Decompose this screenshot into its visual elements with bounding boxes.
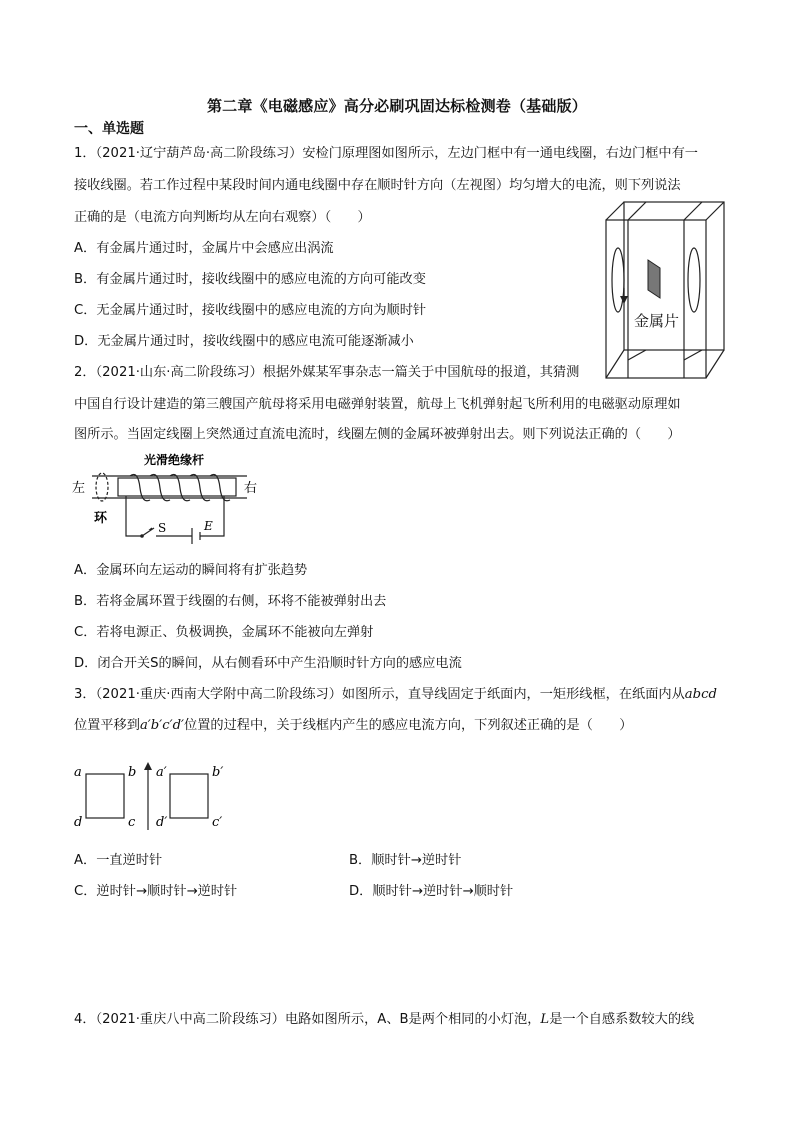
q2-option-b: B．若将金属环置于线圈的右侧，环将不能被弹射出去 [74,594,387,609]
q3-stem-text-post: 位置的过程中，关于线框内产生的感应电流方向，下列叙述正确的是（ ） [184,718,633,733]
q2-stem-line1: 2．（2021·山东·高二阶段练习）根据外媒某军事杂志一篇关于中国航母的报道，其猜测 [74,365,580,380]
q3-var-abcd: abcd [684,687,717,702]
q1-option-a: A．有金属片通过时，金属片中会感应出涡流 [74,241,334,256]
q3-stem-text-pre: 位置平移到 [74,718,140,733]
label-b: b [128,765,137,780]
ring-label: 环 [94,511,108,526]
section-heading: 一、单选题 [74,121,144,137]
label-d-prime: d′ [156,815,168,830]
q2-option-a: A．金属环向左运动的瞬间将有扩张趋势 [74,563,308,578]
label-c: c [128,815,136,830]
q3-stem-line2 [74,717,632,735]
q3-stem-text: 3．（2021·重庆·西南大学附中高二阶段练习）如图所示，直导线固定于纸面内，一矩形线框，在纸面内从 [74,687,685,702]
q1-security-gate-figure [604,200,728,380]
label-b-prime: b′ [212,765,224,780]
q2-option-d: D．闭合开关S的瞬间，从右侧看环中产生沿顺时针方向的感应电流 [74,656,462,671]
q2-launcher-figure [72,450,272,548]
q3-option-c: C．逆时针→顺时针→逆时针 [74,884,238,899]
q2-stem-line3: 图所示。当固定线圈上突然通过直流电流时，线圈左侧的金属环被弹射出去。则下列说法正确的（ ） [74,427,681,442]
q4-stem-line1 [74,1011,694,1029]
label-d: d [74,815,83,830]
left-label: 左 [72,481,86,496]
q3-option-b: B．顺时针→逆时针 [349,853,462,868]
label-c-prime: c′ [212,815,223,830]
q4-var-l: L [540,1012,550,1027]
q3-option-d: D．顺时针→逆时针→顺时针 [349,884,514,899]
metal-sheet-label: 金属片 [634,312,680,330]
q3-var-abcd-prime: a′b′c′d′ [139,718,185,733]
q3-stem-line1 [74,686,717,704]
q3-wire-loop-figure [72,760,232,832]
rod-label: 光滑绝缘杆 [144,453,205,467]
q2-stem-line2: 中国自行设计建造的第三艘国产航母将采用电磁弹射装置，航母上飞机弹射起飞所利用的电磁驱动原理如 [74,397,681,412]
page-title: 第二章《电磁感应》高分必刷巩固达标检测卷（基础版） [206,97,587,115]
q4-stem-text-pre: 4．（2021·重庆八中高二阶段练习）电路如图所示，A、B是两个相同的小灯泡， [74,1012,541,1027]
emf-label: E [204,519,213,533]
right-label: 右 [244,481,258,496]
label-a-prime: a′ [156,765,167,780]
q1-stem-line2: 接收线圈。若工作过程中某段时间内通电线圈中存在顺时针方向（左视图）均匀增大的电流，则下列说法 [74,178,681,193]
q4-stem-text-post: 是一个自感系数较大的线 [549,1012,695,1027]
q1-stem-line3: 正确的是（电流方向判断均从左向右观察）（ ） [74,210,371,225]
label-a: a [74,765,82,780]
switch-label: S [158,521,167,535]
q1-stem-line1: 1．（2021·辽宁葫芦岛·高二阶段练习）安检门原理图如图所示，左边门框中有一通电线圈，右边门框中有一 [74,146,698,161]
q1-option-b: B．有金属片通过时，接收线圈中的感应电流的方向可能改变 [74,272,426,287]
q3-option-a: A．一直逆时针 [74,853,163,868]
q1-option-d: D．无金属片通过时，接收线圈中的感应电流可能逐渐减小 [74,334,414,349]
q1-option-c: C．无金属片通过时，接收线圈中的感应电流的方向为顺时针 [74,303,427,318]
q2-option-c: C．若将电源正、负极调换，金属环不能被向左弹射 [74,625,374,640]
